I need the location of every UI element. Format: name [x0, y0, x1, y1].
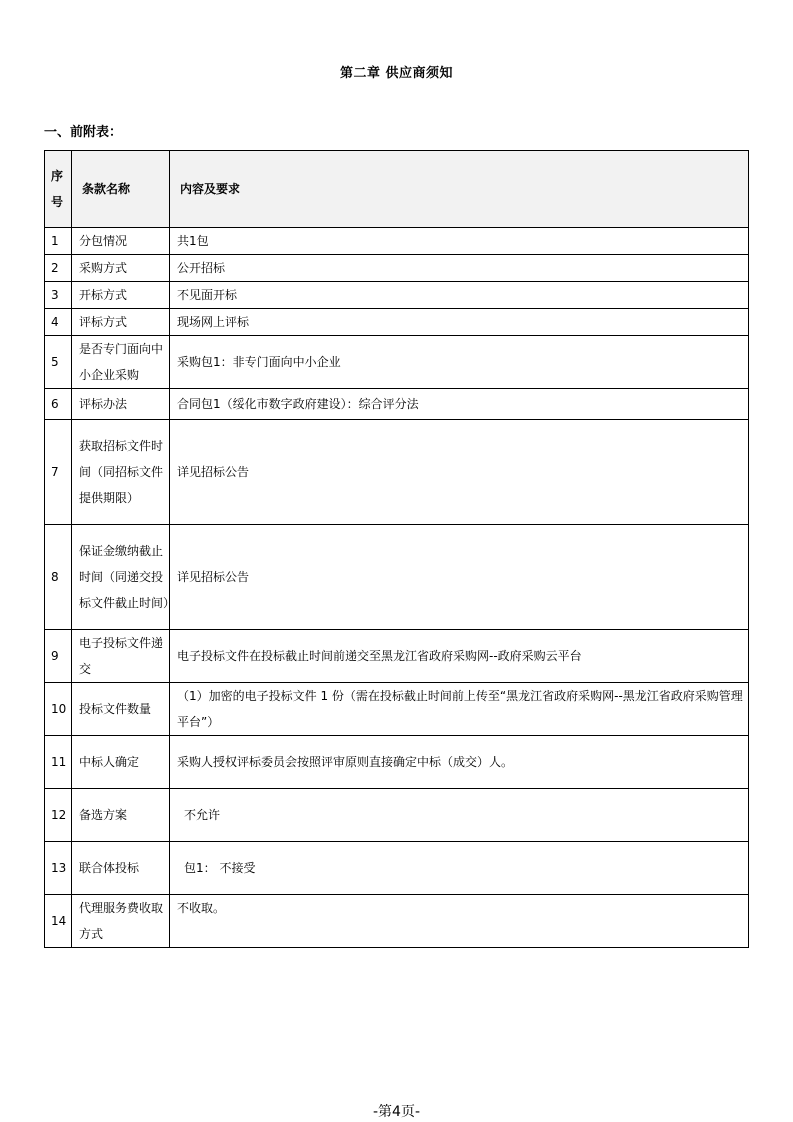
cell-index: 11	[45, 736, 72, 789]
cell-item: 电子投标文件递交	[72, 630, 170, 683]
section-heading: 一、前附表：	[44, 125, 123, 140]
cell-content: 合同包1（绥化市数字政府建设）：综合评分法	[170, 389, 749, 420]
cell-content: （1）加密的电子投标文件 1 份（需在投标截止时间前上传至“黑龙江省政府采购网--黑龙江省政府采购管理平台”）	[170, 683, 749, 736]
table-row	[45, 789, 749, 842]
table-row	[45, 389, 749, 420]
cell-index: 13	[45, 842, 72, 895]
cell-index: 12	[45, 789, 72, 842]
cell-content: 电子投标文件在投标截止时间前递交至黑龙江省政府采购网--政府采购云平台	[170, 630, 749, 683]
cell-content: 共1包	[170, 228, 749, 255]
preface-table	[44, 150, 749, 948]
cell-index: 8	[45, 525, 72, 630]
table-row	[45, 336, 749, 389]
cell-index: 5	[45, 336, 72, 389]
table-row	[45, 255, 749, 282]
table-row	[45, 842, 749, 895]
cell-item: 中标人确定	[72, 736, 170, 789]
table-row	[45, 309, 749, 336]
cell-item: 评标办法	[72, 389, 170, 420]
cell-index: 6	[45, 389, 72, 420]
cell-index: 3	[45, 282, 72, 309]
table-row	[45, 525, 749, 630]
cell-content: 现场网上评标	[170, 309, 749, 336]
cell-index: 2	[45, 255, 72, 282]
cell-item: 分包情况	[72, 228, 170, 255]
table-row	[45, 895, 749, 948]
cell-content: 公开招标	[170, 255, 749, 282]
cell-item: 备选方案	[72, 789, 170, 842]
table-row	[45, 420, 749, 525]
cell-content: 采购包1：非专门面向中小企业	[170, 336, 749, 389]
cell-index: 4	[45, 309, 72, 336]
cell-item: 代理服务费收取方式	[72, 895, 170, 948]
cell-content: 采购人授权评标委员会按照评审原则直接确定中标（成交）人。	[170, 736, 749, 789]
cell-index: 14	[45, 895, 72, 948]
page-number: -第4页-	[372, 1104, 420, 1120]
table-row	[45, 630, 749, 683]
cell-item: 投标文件数量	[72, 683, 170, 736]
table-row	[45, 282, 749, 309]
header-item: 条款名称	[72, 151, 170, 228]
table-row	[45, 228, 749, 255]
cell-index: 1	[45, 228, 72, 255]
page-title: 第二章 供应商须知	[339, 66, 454, 81]
cell-content: 不允许	[170, 789, 749, 842]
table-row	[45, 736, 749, 789]
cell-item: 是否专门面向中小企业采购	[72, 336, 170, 389]
cell-index: 7	[45, 420, 72, 525]
cell-content: 不收取。	[170, 895, 749, 948]
cell-index: 10	[45, 683, 72, 736]
cell-content: 包1： 不接受	[170, 842, 749, 895]
cell-content: 不见面开标	[170, 282, 749, 309]
table-header-row	[45, 151, 749, 228]
cell-item: 采购方式	[72, 255, 170, 282]
cell-item: 获取招标文件时间（同招标文件提供期限）	[72, 420, 170, 525]
cell-item: 开标方式	[72, 282, 170, 309]
cell-item: 评标方式	[72, 309, 170, 336]
table-row	[45, 683, 749, 736]
cell-item: 保证金缴纳截止时间（同递交投标文件截止时间）	[72, 525, 170, 630]
cell-content: 详见招标公告	[170, 525, 749, 630]
header-content: 内容及要求	[170, 151, 749, 228]
cell-index: 9	[45, 630, 72, 683]
header-index: 序号	[45, 151, 72, 228]
cell-item: 联合体投标	[72, 842, 170, 895]
cell-content: 详见招标公告	[170, 420, 749, 525]
